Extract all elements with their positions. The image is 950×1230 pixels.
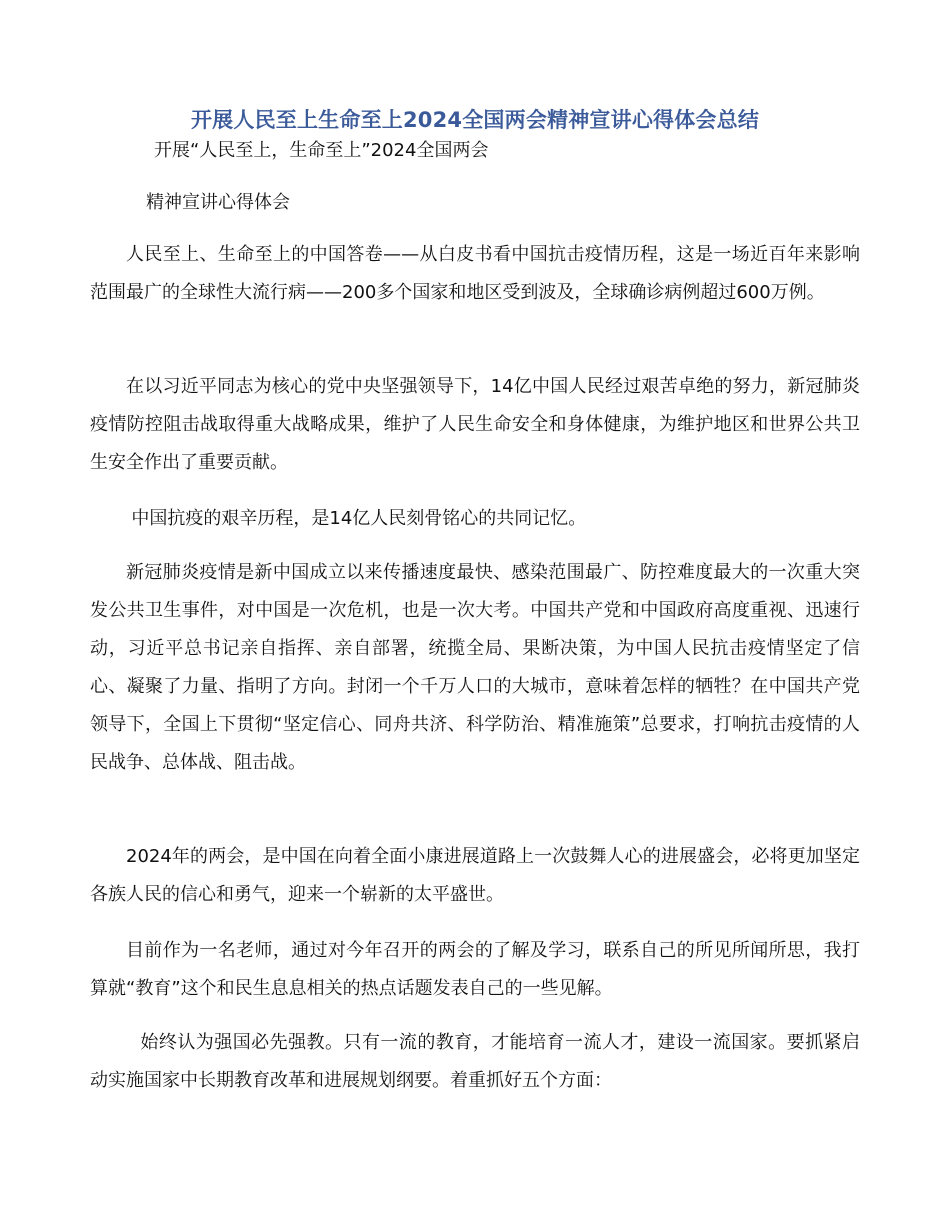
paragraph-6: 目前作为一名老师，通过对今年召开的两会的了解及学习，联系自己的所见所闻所思，我打算就“教育”这个和民生息息相关的热点话题发表自己的一些见解。 (90, 940, 860, 999)
document-title: 开展人民至上生命至上2024全国两会精神宣讲心得体会总结 (190, 108, 760, 132)
document-subtitle-line1: 开展“人民至上，生命至上”2024全国两会 (154, 140, 489, 161)
paragraph-4: 新冠肺炎疫情是新中国成立以来传播速度最快、感染范围最广、防控难度最大的一次重大突发公共卫生事件，对中国是一次危机，也是一次大考。中国共产党和中国政府高度重视、迅速行动，习近平总书记亲自指挥、亲自部署，统揽全局、果断决策，为中国人民抗击疫情坚定了信心、凝聚了力量、指明了方向。封闭一个千万人口的大城市，意味着怎样的牺牲？在中国共产党领导下，全国上下贯彻“坚定信心、同舟共济、科学防治、精准施策”总要求，打响抗击疫情的人民战争、总体战、阻击战。 (90, 562, 860, 773)
document-subtitle-line2: 精神宣讲心得体会 (146, 192, 290, 213)
paragraph-5: 2024年的两会，是中国在向着全面小康进展道路上一次鼓舞人心的进展盛会，必将更加坚定各族人民的信心和勇气，迎来一个崭新的太平盛世。 (90, 846, 860, 905)
paragraph-7: 始终认为强国必先强教。只有一流的教育，才能培育一流人才，建设一流国家。要抓紧启动实施国家中长期教育改革和进展规划纲要。着重抓好五个方面： (90, 1032, 860, 1091)
paragraph-2: 在以习近平同志为核心的党中央坚强领导下，14亿中国人民经过艰苦卓绝的努力，新冠肺炎疫情防控阻击战取得重大战略成果，维护了人民生命安全和身体健康，为维护地区和世界公共卫生安全作出了重要贡献。 (90, 376, 860, 473)
paragraph-3: 中国抗疫的艰辛历程，是14亿人民刻骨铭心的共同记忆。 (131, 508, 587, 529)
paragraph-1: 人民至上、生命至上的中国答卷——从白皮书看中国抗击疫情历程，这是一场近百年来影响范围最广的全球性大流行病——200多个国家和地区受到波及，全球确诊病例超过600万例。 (90, 244, 860, 303)
